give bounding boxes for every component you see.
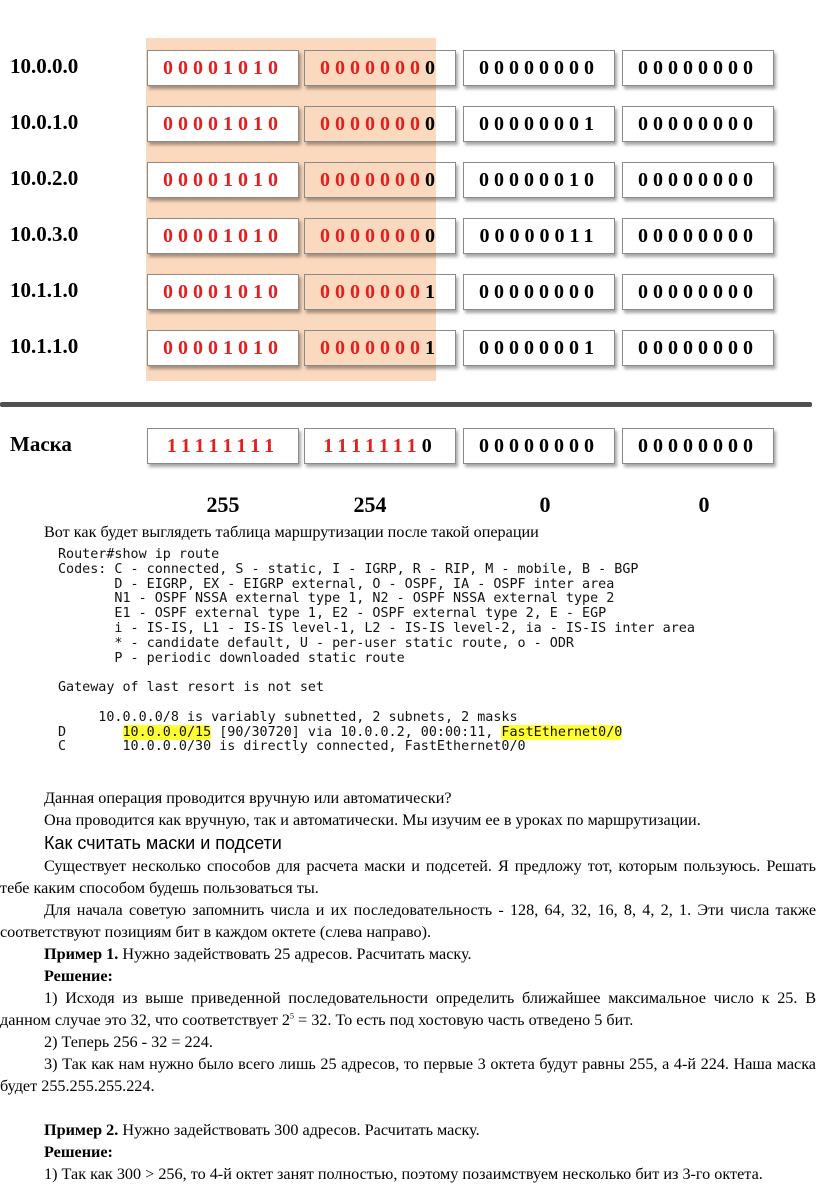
address-label: 10.0.2.0 xyxy=(10,166,79,190)
octet-1: 00001010 xyxy=(147,162,299,198)
mask-octet-1: 11111111 xyxy=(147,428,299,464)
paragraph: Существует несколько способов для расчета маски и подсетей. Я предложу тот, которым пользуюсь. Решать тебе каким способом будешь пользоваться ты. xyxy=(0,857,816,897)
address-row xyxy=(0,50,816,88)
highlighted-network: 10.0.0.0/15 xyxy=(122,724,212,740)
octet-3: 00000001 xyxy=(463,106,615,142)
octet-2: 00000000 xyxy=(304,162,456,198)
highlighted-interface: FastEthernet0/0 xyxy=(501,724,623,740)
address-row xyxy=(0,162,816,200)
octet-4: 00000000 xyxy=(622,106,774,142)
mask-label: Маска xyxy=(10,432,72,456)
terminal-line xyxy=(58,696,798,711)
section-heading: Как считать маски и подсети xyxy=(44,833,282,853)
mask-decimal-4: 0 xyxy=(698,492,710,517)
octet-3: 00000010 xyxy=(463,162,615,198)
address-label: 10.1.1.0 xyxy=(10,278,79,302)
question: Данная операция проводится вручную или автоматически? xyxy=(44,789,452,807)
solution-label: Решение: xyxy=(44,1143,113,1161)
terminal-line: 10.0.0.0/8 is variably subnetted, 2 subnets, 2 masks xyxy=(58,709,518,725)
octet-4: 00000000 xyxy=(622,162,774,198)
octet-2: 00000001 xyxy=(304,330,456,366)
mask-octet-3: 00000000 xyxy=(463,428,615,464)
terminal-route-d: D 10.0.0.0/15 [90/30720] via 10.0.0.2, 00:00:11, FastEthernet0/0 xyxy=(58,724,623,740)
octet-1: 00001010 xyxy=(147,274,299,310)
answer: Она проводится как вручную, так и автоматически. Мы изучим ее в уроках по маршрутизации. xyxy=(44,811,701,829)
terminal-route-c: C 10.0.0.0/30 is directly connected, FastEthernet0/0 xyxy=(58,739,526,755)
solution-label: Решение: xyxy=(44,967,113,985)
octet-4: 00000000 xyxy=(622,50,774,86)
terminal-line: Codes: C - connected, S - static, I - IGRP, R - RIP, M - mobile, B - BGP xyxy=(58,561,639,577)
octet-3: 00000001 xyxy=(463,330,615,366)
example-1: Пример 1. Нужно задействовать 25 адресов. Расчитать маску. xyxy=(44,945,472,963)
terminal-line xyxy=(58,666,798,681)
step: 1) Исходя из выше приведенной последовательности определить ближайшее максимальное число к 25. В данном случае это 32, что соответствует $2^5 = 32$. То есть под хостовую часть отведено 5 бит. xyxy=(0,989,816,1029)
body-text xyxy=(0,787,816,1185)
octet-2: 00000000 xyxy=(304,218,456,254)
octet-4: 00000000 xyxy=(622,330,774,366)
mask-decimal-2: 254 xyxy=(353,492,387,517)
paragraph: Для начала советую запомнить числа и их последовательность - 128, 64, 32, 16, 8, 4, 2, 1. Эти числа также соответствуют позициям бит в каждом октете (слева направо). xyxy=(0,901,816,941)
address-row xyxy=(0,106,816,144)
terminal-line: * - candidate default, U - per-user static route, o - ODR xyxy=(58,635,574,651)
octet-1: 00001010 xyxy=(147,106,299,142)
octet-3: 00000000 xyxy=(463,50,615,86)
mask-decimal-1: 255 xyxy=(206,492,240,517)
octet-2: 00000000 xyxy=(304,50,456,86)
terminal-line: E1 - OSPF external type 1, E2 - OSPF external type 2, E - EGP xyxy=(58,606,607,622)
step: 2) Теперь 256 - 32 = 224. xyxy=(44,1033,213,1051)
mask-row xyxy=(0,428,816,466)
intro-paragraph xyxy=(0,521,816,543)
address-label: 10.0.1.0 xyxy=(10,110,79,134)
address-label: 10.0.3.0 xyxy=(10,222,79,246)
terminal-line: N1 - OSPF NSSA external type 1, N2 - OSPF NSSA external type 2 xyxy=(58,591,615,607)
mask-decimal-3: 0 xyxy=(539,492,551,517)
binary-subnet-figure xyxy=(0,0,816,520)
octet-1: 00001010 xyxy=(147,50,299,86)
terminal-line: Gateway of last resort is not set xyxy=(58,680,325,696)
example-2: Пример 2. Нужно задействовать 300 адресов. Расчитать маску. xyxy=(44,1121,480,1139)
octet-2: 00000000 xyxy=(304,106,456,142)
terminal-line: Router#show ip route xyxy=(58,547,220,562)
address-label: 10.1.1.0 xyxy=(10,334,79,358)
address-row xyxy=(0,274,816,312)
route-table-output xyxy=(58,548,798,755)
terminal-line: i - IS-IS, L1 - IS-IS level-1, L2 - IS-IS level-2, ia - IS-IS inter area xyxy=(58,620,695,636)
step: 3) Так как нам нужно было всего лишь 25 адресов, то первые 3 октета будут равны 255, а 4-й 224. Наша маска будет 255.255.255.224. xyxy=(0,1055,816,1095)
mask-octet-4: 00000000 xyxy=(622,428,774,464)
octet-3: 00000000 xyxy=(463,274,615,310)
terminal-line: P - periodic downloaded static route xyxy=(58,650,405,666)
step: 1) Так как 300 > 256, то 4-й октет занят полностью, поэтому позаимствуем несколько бит из 3-го октета. xyxy=(44,1165,763,1183)
intro-text: Вот как будет выглядеть таблица маршрутизации после такой операции xyxy=(44,523,539,541)
address-row xyxy=(0,330,816,368)
mask-octet-2: 11111110 xyxy=(304,428,456,464)
octet-1: 00001010 xyxy=(147,330,299,366)
blank-line xyxy=(0,1097,816,1119)
octet-1: 00001010 xyxy=(147,218,299,254)
terminal-line: D - EIGRP, EX - EIGRP external, O - OSPF, IA - OSPF inter area xyxy=(58,576,615,592)
octet-4: 00000000 xyxy=(622,218,774,254)
address-row xyxy=(0,218,816,256)
octet-2: 00000001 xyxy=(304,274,456,310)
octet-4: 00000000 xyxy=(622,274,774,310)
address-label: 10.0.0.0 xyxy=(10,54,79,78)
divider-line xyxy=(0,402,812,407)
octet-3: 00000011 xyxy=(463,218,615,254)
